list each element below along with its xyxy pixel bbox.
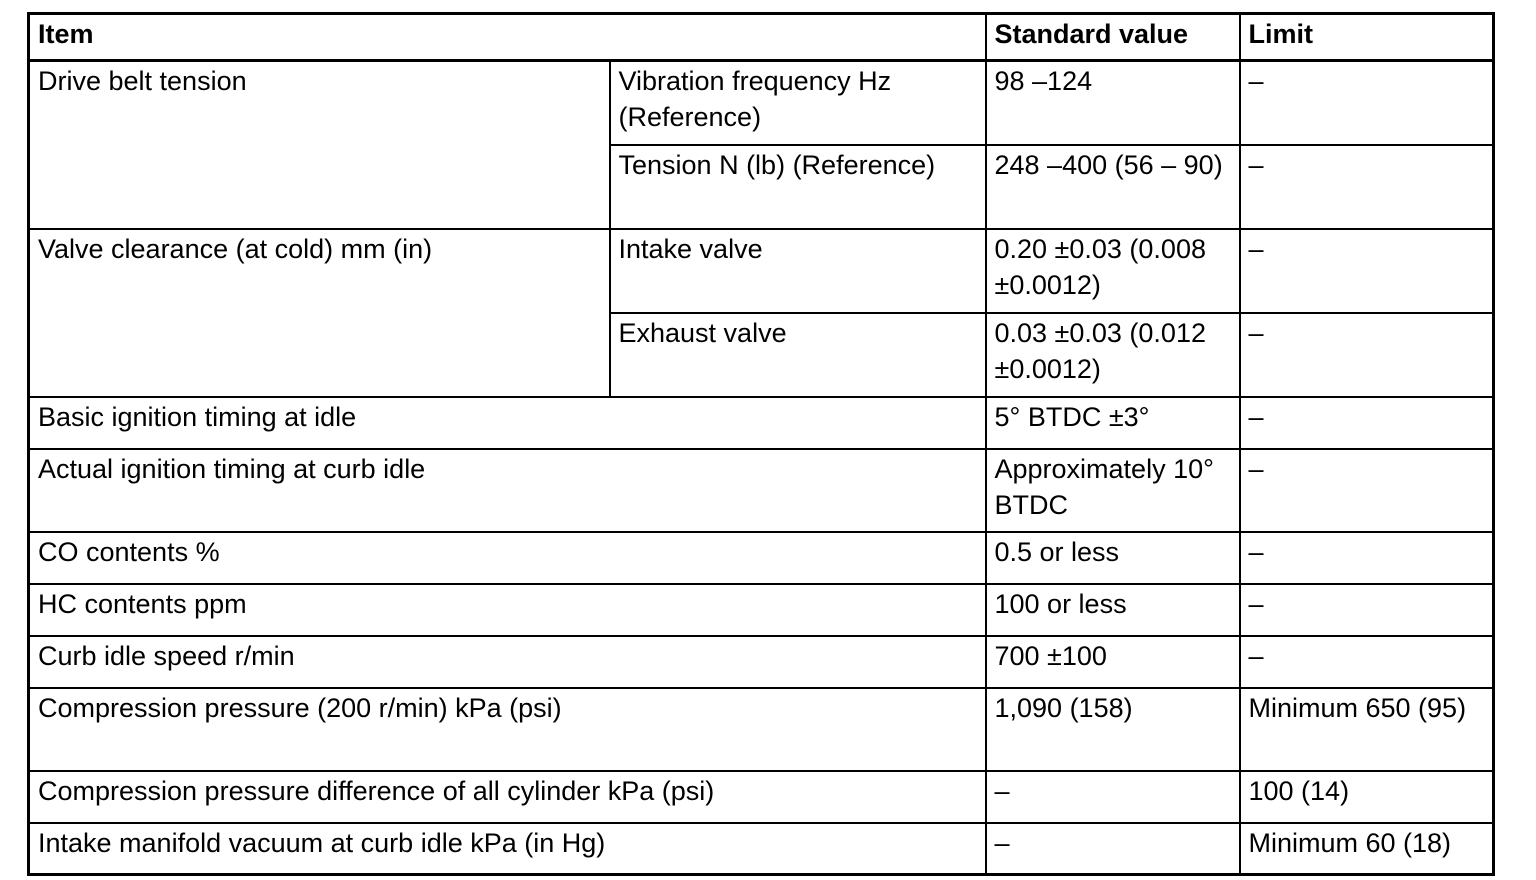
standard-tension: 248 –400 (56 – 90) — [986, 145, 1240, 229]
table-header-row — [29, 14, 1494, 61]
limit-compression-pressure: Minimum 650 (95) — [1240, 688, 1494, 771]
header-standard-value: Standard value — [986, 14, 1240, 61]
table-row-belt-frequency — [29, 61, 1494, 145]
standard-actual-ignition-timing: Approximately 10° BTDC — [986, 449, 1240, 532]
limit-exhaust-valve: – — [1240, 313, 1494, 397]
item-compression-pressure: Compression pressure (200 r/min) kPa (psi) — [29, 688, 986, 771]
table-row-hc-contents — [29, 584, 1494, 636]
item-intake-manifold-vacuum: Intake manifold vacuum at curb idle kPa (in Hg) — [29, 823, 986, 875]
standard-vibration-frequency: 98 –124 — [986, 61, 1240, 145]
item-actual-ignition-timing: Actual ignition timing at curb idle — [29, 449, 986, 532]
item-basic-ignition-timing: Basic ignition timing at idle — [29, 397, 986, 449]
item-valve-clearance: Valve clearance (at cold) mm (in) — [29, 229, 610, 397]
item-co-contents: CO contents % — [29, 532, 986, 584]
table-row-co-contents — [29, 532, 1494, 584]
limit-curb-idle-speed: – — [1240, 636, 1494, 688]
table-row-basic-ignition — [29, 397, 1494, 449]
item-compression-difference: Compression pressure difference of all cylinder kPa (psi) — [29, 771, 986, 823]
standard-basic-ignition-timing: 5° BTDC ±3° — [986, 397, 1240, 449]
standard-co-contents: 0.5 or less — [986, 532, 1240, 584]
table-row-actual-ignition — [29, 449, 1494, 532]
table-row-compression-pressure — [29, 688, 1494, 771]
limit-co-contents: – — [1240, 532, 1494, 584]
specification-table — [27, 12, 1495, 876]
sub-item-exhaust-valve: Exhaust valve — [610, 313, 986, 397]
limit-tension: – — [1240, 145, 1494, 229]
table-row-curb-idle-speed — [29, 636, 1494, 688]
standard-exhaust-valve: 0.03 ±0.03 (0.012 ±0.0012) — [986, 313, 1240, 397]
sub-item-vibration-frequency: Vibration frequency Hz (Reference) — [610, 61, 986, 145]
limit-intake-manifold-vacuum: Minimum 60 (18) — [1240, 823, 1494, 875]
limit-vibration-frequency: – — [1240, 61, 1494, 145]
limit-hc-contents: – — [1240, 584, 1494, 636]
header-item: Item — [29, 14, 986, 61]
limit-compression-difference: 100 (14) — [1240, 771, 1494, 823]
item-hc-contents: HC contents ppm — [29, 584, 986, 636]
table-row-intake-valve — [29, 229, 1494, 313]
standard-intake-manifold-vacuum: – — [986, 823, 1240, 875]
sub-item-tension: Tension N (lb) (Reference) — [610, 145, 986, 229]
standard-hc-contents: 100 or less — [986, 584, 1240, 636]
table-row-compression-difference — [29, 771, 1494, 823]
standard-compression-pressure: 1,090 (158) — [986, 688, 1240, 771]
item-curb-idle-speed: Curb idle speed r/min — [29, 636, 986, 688]
item-drive-belt-tension: Drive belt tension — [29, 61, 610, 229]
table-row-intake-manifold-vacuum — [29, 823, 1494, 875]
limit-basic-ignition-timing: – — [1240, 397, 1494, 449]
limit-actual-ignition-timing: – — [1240, 449, 1494, 532]
limit-intake-valve: – — [1240, 229, 1494, 313]
standard-intake-valve: 0.20 ±0.03 (0.008 ±0.0012) — [986, 229, 1240, 313]
standard-compression-difference: – — [986, 771, 1240, 823]
header-limit: Limit — [1240, 14, 1494, 61]
standard-curb-idle-speed: 700 ±100 — [986, 636, 1240, 688]
sub-item-intake-valve: Intake valve — [610, 229, 986, 313]
